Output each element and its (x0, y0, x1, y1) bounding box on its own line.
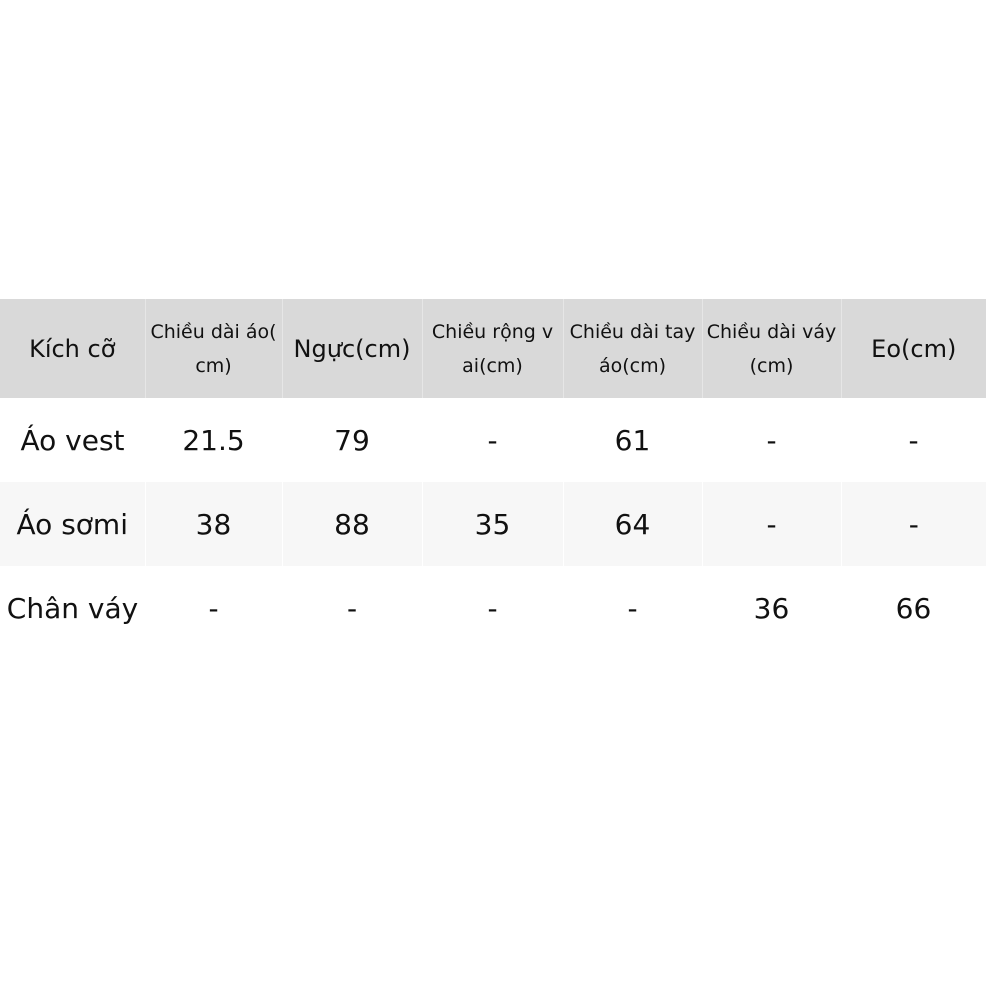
header-row (0, 299, 986, 398)
table-cell: 66 (895, 591, 932, 625)
table-cell: 35 (422, 482, 563, 566)
table-cell: - (702, 482, 841, 566)
table-cell: - (908, 423, 919, 457)
table-cell: 64 (563, 482, 702, 566)
table-cell: 88 (282, 482, 422, 566)
header-skirt-length: Chiều dài váy (cm) (702, 299, 841, 398)
header-waist: Eo(cm) (871, 334, 957, 363)
header-sleeve-length: Chiều dài tay áo(cm) (563, 299, 702, 398)
table-cell: - (766, 423, 777, 457)
header-chest: Ngực(cm) (282, 299, 422, 398)
table-cell: - (487, 423, 498, 457)
table-cell: - (908, 507, 919, 541)
table-cell: - (208, 591, 219, 625)
table-cell: - (346, 591, 358, 625)
row-label: Chân váy (6, 591, 139, 625)
table-cell: 38 (145, 482, 282, 566)
header-length: Chiều dài áo( cm) (145, 299, 282, 398)
header-size: Kích cỡ (0, 299, 145, 398)
header-shoulder-width: Chiều rộng v ai(cm) (422, 299, 563, 398)
table-row (0, 482, 986, 566)
table-body (0, 398, 986, 650)
table-cell: - (627, 591, 638, 625)
table-cell: - (487, 591, 498, 625)
table-cell: 61 (614, 423, 651, 457)
table-cell: 79 (334, 423, 370, 457)
table-row (0, 566, 986, 650)
table-header (0, 299, 986, 398)
size-chart-table (0, 299, 986, 650)
table-cell: 36 (753, 591, 790, 625)
row-label: Áo sơmi (0, 482, 145, 566)
row-label: Áo vest (20, 423, 125, 457)
table-cell: 21.5 (182, 423, 245, 457)
table-row (0, 398, 986, 482)
